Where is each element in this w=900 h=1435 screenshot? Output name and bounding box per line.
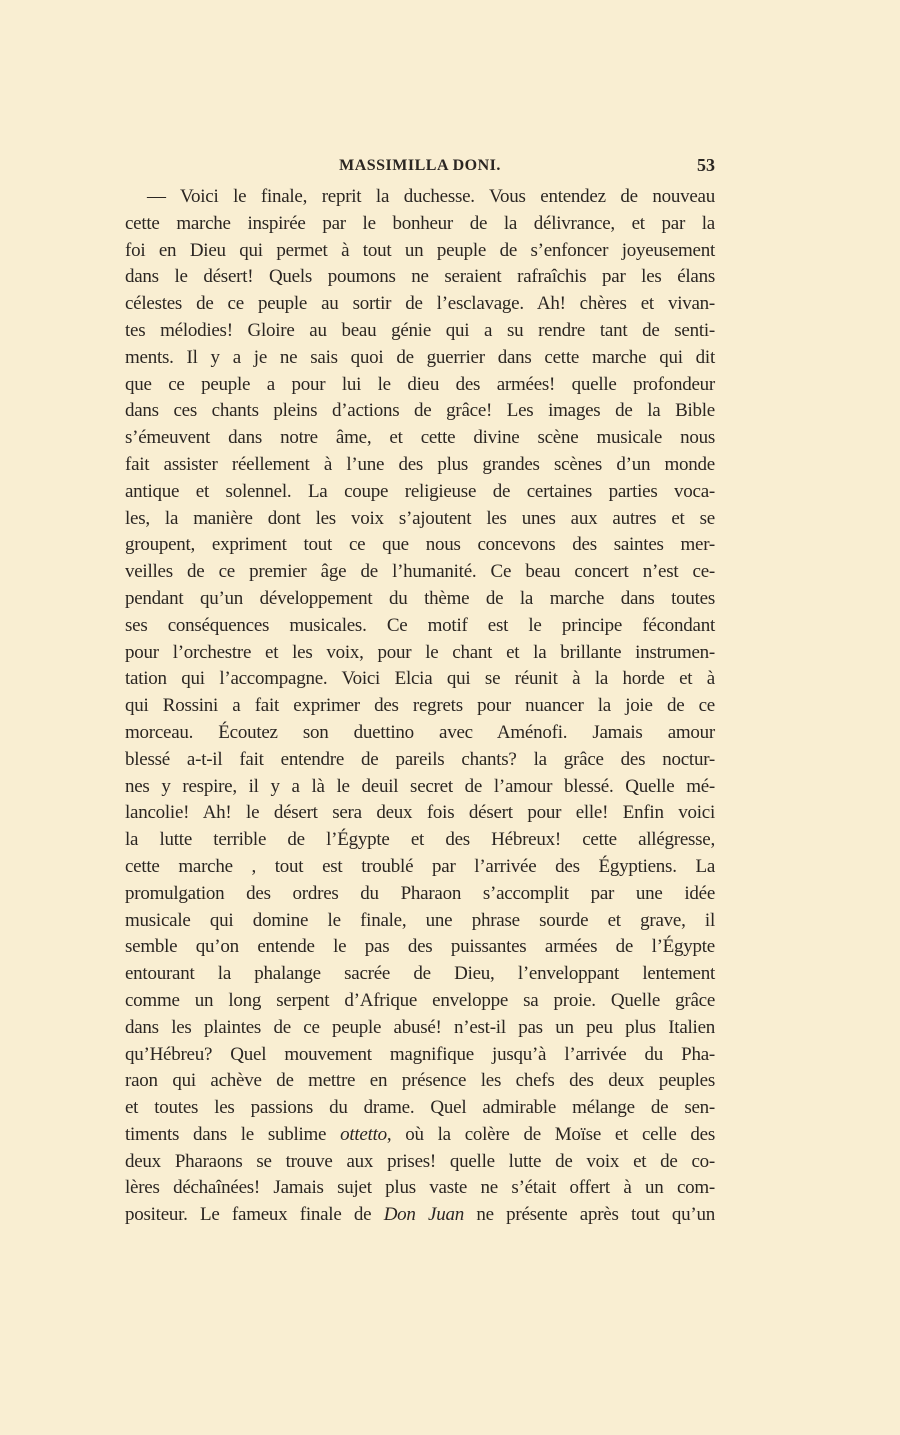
- italic-text: Don Juan: [383, 1204, 464, 1226]
- text-line: [125, 559, 715, 586]
- text-segment: comme un long serpent d’Afrique enveloppe sa proie. Quelle grâce: [125, 989, 715, 1011]
- running-title: MASSIMILLA DONI.: [339, 157, 501, 174]
- text-segment: et toutes les passions du drame. Quel admirable mélange de sen-: [125, 1097, 715, 1119]
- text-line: [125, 184, 715, 211]
- text-line: [125, 988, 715, 1015]
- text-segment: qu’Hébreu? Quel mouvement magnifique jusqu’à l’arrivée du Pha-: [125, 1043, 715, 1065]
- text-line: [125, 345, 715, 372]
- italic-text: ottetto: [340, 1123, 387, 1145]
- text-segment: qui Rossini a fait exprimer des regrets pour nuancer la joie de ce: [125, 695, 715, 717]
- text-segment: nes y respire, il y a là le deuil secret de l’amour blessé. Quelle mé-: [125, 775, 715, 797]
- text-line: [125, 934, 715, 961]
- page-header: [125, 155, 715, 179]
- text-segment: timents dans le sublime: [125, 1123, 341, 1145]
- text-line: [125, 1042, 715, 1069]
- text-line: [125, 693, 715, 720]
- text-line: [125, 961, 715, 988]
- text-line: [125, 1015, 715, 1042]
- text-segment: morceau. Écoutez son duettino avec Aménofi. Jamais amour: [125, 721, 715, 743]
- text-segment: lères déchaînées! Jamais sujet plus vaste ne s’était offert à un com-: [125, 1177, 715, 1199]
- text-segment: la lutte terrible de l’Égypte et des Hébreux! cette allégresse,: [125, 829, 715, 851]
- text-segment: les, la manière dont les voix s’ajoutent les unes aux autres et se: [125, 507, 715, 529]
- text-line: [125, 827, 715, 854]
- text-segment: tation qui l’accompagne. Voici Elcia qui se réunit à la horde et à: [125, 668, 715, 690]
- text-line: [125, 613, 715, 640]
- text-segment: positeur. Le fameux finale de: [125, 1204, 384, 1226]
- text-segment: que ce peuple a pour lui le dieu des armées! quelle profondeur: [125, 373, 715, 395]
- text-line: [125, 640, 715, 667]
- text-segment: pour l’orchestre et les voix, pour le chant et la brillante instrumen-: [125, 641, 715, 663]
- text-segment: ne présente après tout qu’un: [463, 1204, 715, 1226]
- text-segment: promulgation des ordres du Pharaon s’accomplit par une idée: [125, 882, 715, 904]
- text-line: [125, 291, 715, 318]
- text-segment: dans ces chants pleins d’actions de grâce! Les images de la Bible: [125, 400, 715, 422]
- text-line: [125, 1122, 715, 1149]
- text-segment: lancolie! Ah! le désert sera deux fois désert pour elle! Enfin voici: [125, 802, 715, 824]
- text-segment: entourant la phalange sacrée de Dieu, l’enveloppant lentement: [125, 963, 715, 985]
- text-line: [125, 720, 715, 747]
- text-line: [125, 1202, 715, 1229]
- text-line: [125, 854, 715, 881]
- text-segment: blessé a-t-il fait entendre de pareils chants? la grâce des noctur-: [125, 748, 715, 770]
- text-line: [125, 211, 715, 238]
- text-line: [125, 398, 715, 425]
- text-line: [125, 264, 715, 291]
- text-line: [125, 532, 715, 559]
- text-segment: groupent, expriment tout ce que nous concevons des saintes mer-: [125, 534, 715, 556]
- text-segment: raon qui achève de mettre en présence les chefs des deux peuples: [125, 1070, 715, 1092]
- text-line: [125, 1149, 715, 1176]
- body-text: [125, 184, 715, 1229]
- text-segment: foi en Dieu qui permet à tout un peuple de s’enfoncer joyeusement: [125, 239, 715, 261]
- text-line: [125, 586, 715, 613]
- text-line: [125, 372, 715, 399]
- text-line: [125, 425, 715, 452]
- text-segment: tes mélodies! Gloire au beau génie qui a su rendre tant de senti-: [125, 319, 715, 341]
- text-line: [125, 452, 715, 479]
- text-line: [125, 1095, 715, 1122]
- text-segment: cette marche inspirée par le bonheur de la délivrance, et par la: [125, 212, 715, 234]
- text-line: [125, 238, 715, 265]
- text-line: [125, 747, 715, 774]
- text-segment: deux Pharaons se trouve aux prises! quelle lutte de voix et de co-: [125, 1150, 715, 1172]
- text-segment: cette marche , tout est troublé par l’arrivée des Égyptiens. La: [125, 855, 715, 877]
- text-line: [125, 666, 715, 693]
- text-line: [125, 1068, 715, 1095]
- text-line: [125, 881, 715, 908]
- text-segment: dans le désert! Quels poumons ne seraient rafraîchis par les élans: [125, 266, 715, 288]
- text-segment: veilles de ce premier âge de l’humanité. Ce beau concert n’est ce-: [125, 561, 715, 583]
- text-segment: célestes de ce peuple au sortir de l’esclavage. Ah! chères et vivan-: [125, 293, 715, 315]
- text-line: [125, 774, 715, 801]
- text-segment: — Voici le finale, reprit la duchesse. Vous entendez de nouveau: [147, 186, 715, 207]
- text-segment: pendant qu’un développement du thème de la marche dans toutes: [125, 587, 715, 609]
- text-segment: ses conséquences musicales. Ce motif est le principe fécondant: [125, 614, 715, 636]
- text-line: [125, 318, 715, 345]
- text-segment: , où la colère de Moïse et celle des: [386, 1123, 715, 1145]
- text-segment: fait assister réellement à l’une des plus grandes scènes d’un monde: [125, 453, 715, 475]
- text-line: [125, 506, 715, 533]
- text-segment: musicale qui domine le finale, une phrase sourde et grave, il: [125, 909, 715, 931]
- text-line: [125, 908, 715, 935]
- text-segment: semble qu’on entende le pas des puissantes armées de l’Égypte: [125, 936, 715, 958]
- text-segment: antique et solennel. La coupe religieuse de certaines parties voca-: [125, 480, 715, 502]
- text-segment: ments. Il y a je ne sais quoi de guerrier dans cette marche qui dit: [125, 346, 715, 368]
- text-segment: s’émeuvent dans notre âme, et cette divine scène musicale nous: [125, 427, 715, 449]
- text-line: [125, 1175, 715, 1202]
- text-line: [125, 800, 715, 827]
- text-line: [125, 479, 715, 506]
- text-segment: dans les plaintes de ce peuple abusé! n’est-il pas un peu plus Italien: [125, 1016, 715, 1038]
- page-number: 53: [697, 155, 715, 175]
